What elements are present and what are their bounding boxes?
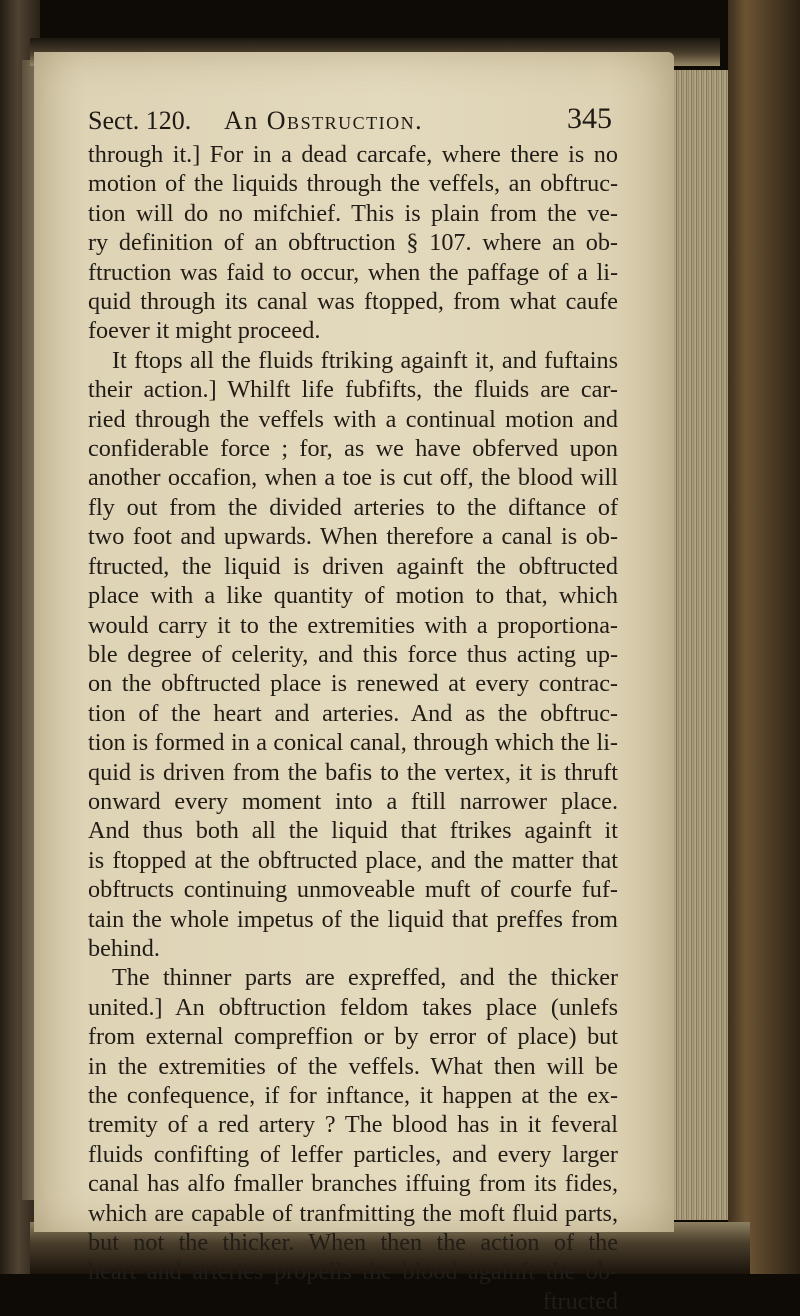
text-line: It ftops all the fluids ftriking againft it, and fuftains: [112, 346, 618, 374]
body-text: [88, 140, 618, 1316]
text-line: The thinner parts are expreffed, and the thicker: [112, 964, 618, 992]
page-number: 345: [567, 102, 612, 135]
text-line: is ftopped at the obftructed place, and the matter that: [88, 846, 618, 874]
running-header: [84, 98, 612, 146]
text-line: quid through its canal was ftopped, from what caufe: [88, 288, 618, 316]
book-cover-edge: [728, 0, 800, 1274]
text-line: the confequence, if for inftance, it happen at the ex-: [88, 1082, 618, 1109]
text-line: tion is formed in a conical canal, through which the li-: [88, 729, 618, 757]
text-line: ftruction was faid to occur, when the paffage of a li-: [88, 258, 618, 286]
text-line: two foot and upwards. When therefore a canal is ob-: [88, 523, 618, 551]
text-line: which are capable of tranfmitting the moft fluid parts,: [88, 1199, 618, 1227]
text-line: obftructs continuing unmoveable muft of courfe fuf-: [88, 876, 618, 904]
text-line: on the obftructed place is renewed at every contrac-: [88, 670, 618, 698]
text-line: fly out from the divided arteries to the diftance of: [88, 493, 618, 521]
text-line: another occafion, when a toe is cut off, the blood will: [88, 464, 618, 492]
text-line: place with a like quantity of motion to that, which: [88, 582, 618, 610]
text-line: would carry it to the extremities with a proportiona-: [88, 611, 618, 639]
text-line: heart and arteries propells the blood againft the ob-: [88, 1258, 618, 1286]
text-line: fluids confifting of leffer particles, and every larger: [88, 1140, 618, 1168]
text-line: tion will do no mifchief. This is plain from the ve-: [88, 199, 618, 227]
section-number: Sect. 120.: [88, 106, 192, 135]
text-line: confiderable force ; for, as we have obferved upon: [88, 435, 618, 463]
text-line: onward every moment into a ftill narrower place.: [88, 787, 618, 815]
text-line: through it.] For in a dead carcafe, where there is no: [88, 141, 618, 168]
text-line: ftructed, the liquid is driven againft the obftructed: [88, 552, 618, 580]
text-line: ried through the veffels with a continual motion and: [88, 405, 618, 433]
text-line: ry definition of an obftruction § 107. where an ob-: [88, 229, 618, 257]
text-line: tion of the heart and arteries. And as the obftruc-: [88, 699, 618, 727]
text-line: motion of the liquids through the veffels, an obftruc-: [88, 170, 618, 198]
text-line: united.] An obftruction feldom takes place (unlefs: [88, 993, 618, 1021]
text-line: And thus both all the liquid that ftrikes againft it: [88, 817, 618, 845]
running-title: [224, 106, 423, 136]
text-line: quid is driven from the bafis to the vertex, it is thruft: [88, 758, 618, 786]
text-line: foever it might proceed.: [88, 317, 321, 345]
text-line: their action.] Whilft life fubfifts, the fluids are car-: [88, 376, 618, 404]
page-fore-edge: [672, 70, 730, 1220]
text-line: but not the thicker. When then the action of the: [88, 1229, 618, 1257]
running-title-word: Obstruction.: [266, 106, 424, 135]
text-line: in the extremities of the veffels. What then will be: [88, 1052, 618, 1080]
running-title-first: An: [224, 106, 259, 135]
text-line: ble degree of celerity, and this force thus acting up-: [88, 640, 618, 668]
text-line: ftructed: [542, 1287, 618, 1315]
text-line: canal has alfo fmaller branches iffuing from its fides,: [88, 1170, 618, 1198]
text-line: tain the whole impetus of the liquid that preffes from: [88, 905, 618, 933]
text-line: from external compreffion or by error of place) but: [88, 1023, 618, 1051]
text-line: tremity of a red artery ? The blood has in it feveral: [88, 1111, 618, 1139]
text-line: behind.: [88, 934, 160, 962]
